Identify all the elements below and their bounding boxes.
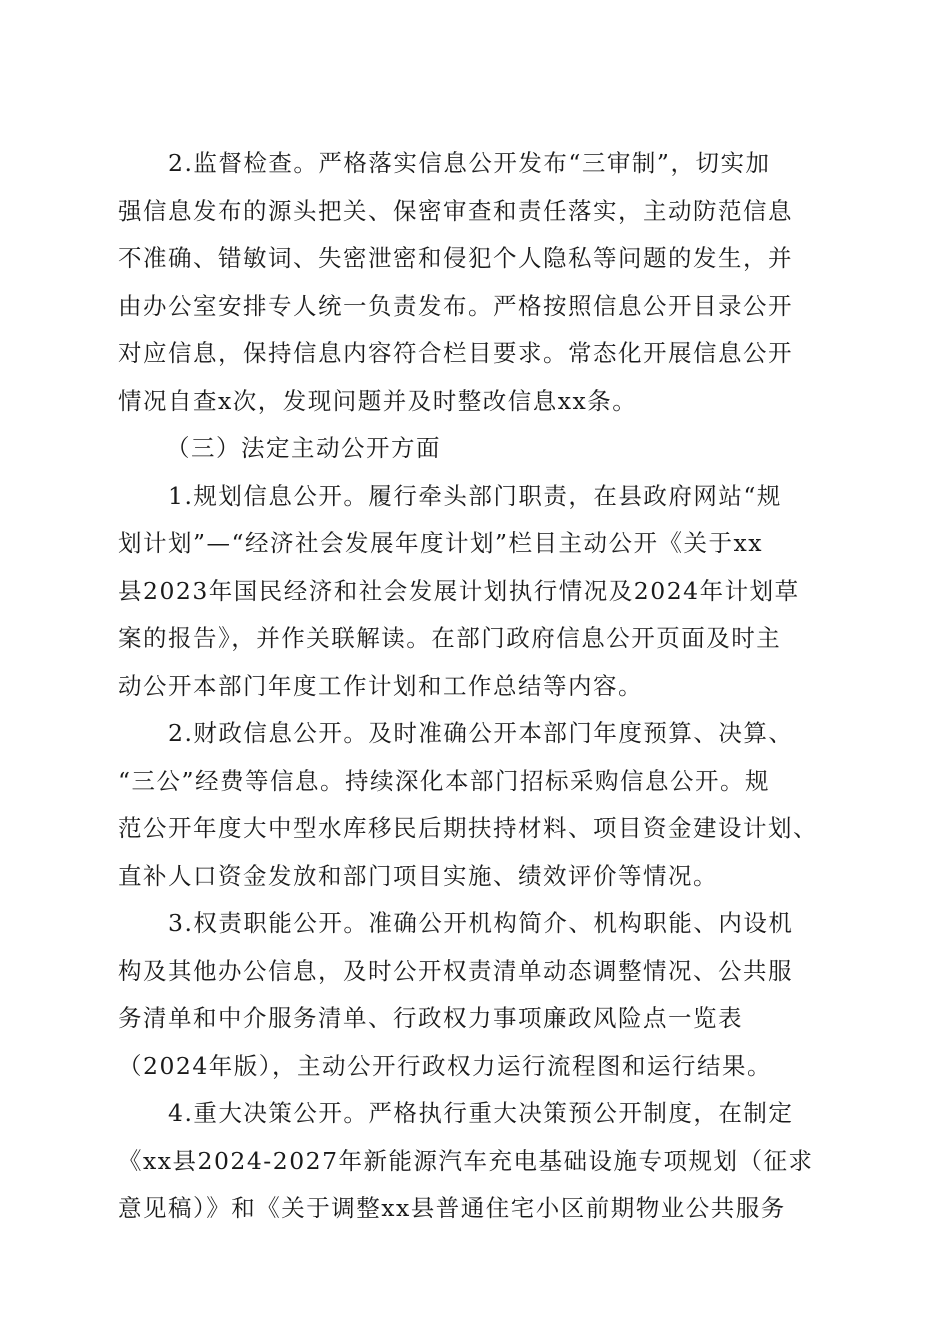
document-body xyxy=(118,140,830,1233)
paragraph-supervision-line-1: 2.监督检查。严格落实信息公开发布“三审制”，切实加 xyxy=(168,149,771,177)
paragraph-planning-line-1: 1.规划信息公开。履行牵头部门职责，在县政府网站“规 xyxy=(168,481,782,510)
section-heading: （三）法定主动公开方面 xyxy=(166,434,441,462)
paragraph-planning-line-4: 案的报告》，并作关联解读。在部门政府信息公开页面及时主 xyxy=(118,624,782,652)
paragraph-powers-line-4: （2024年版），主动公开行政权力运行流程图和运行结果。 xyxy=(118,1051,773,1080)
paragraph-finance-line-1: 2.财政信息公开。及时准确公开本部门年度预算、决算、 xyxy=(168,719,794,747)
paragraph-supervision-line-4: 由办公室安排专人统一负责发布。严格按照信息公开目录公开 xyxy=(118,291,793,320)
paragraph-supervision-line-5: 对应信息，保持信息内容符合栏目要求。常态化开展信息公开 xyxy=(118,339,793,367)
paragraph-finance-line-2: “三公”经费等信息。持续深化本部门招标采购信息公开。规 xyxy=(118,766,771,795)
paragraph-finance-line-3: 范公开年度大中型水库移民后期扶持材料、项目资金建设计划、 xyxy=(118,814,818,842)
paragraph-powers-line-3: 务清单和中介服务清单、行政权力事项廉政风险点一览表 xyxy=(118,1004,743,1032)
paragraph-decisions-line-2: 《xx县2024-2027年新能源汽车充电基础设施专项规划（征求 xyxy=(118,1146,814,1175)
paragraph-decisions-line-1: 4.重大决策公开。严格执行重大决策预公开制度，在制定 xyxy=(168,1099,794,1127)
paragraph-planning-line-2: 划计划”—“经济社会发展年度计划”栏目主动公开《关于xx xyxy=(118,529,764,557)
paragraph-planning-line-3: 县2023年国民经济和社会发展计划执行情况及2024年计划草 xyxy=(118,576,800,605)
paragraph-decisions-line-3: 意见稿）》和《关于调整xx县普通住宅小区前期物业公共服务 xyxy=(118,1194,786,1222)
paragraph-supervision-line-2: 强信息发布的源头把关、保密审查和责任落实，主动防范信息 xyxy=(118,196,793,225)
paragraph-supervision-line-3: 不准确、错敏词、失密泄密和侵犯个人隐私等问题的发生，并 xyxy=(118,244,793,272)
paragraph-planning-line-5: 动公开本部门年度工作计划和工作总结等内容。 xyxy=(118,671,643,700)
paragraph-powers-line-2: 构及其他办公信息，及时公开权责清单动态调整情况、公共服 xyxy=(118,956,793,985)
paragraph-finance-line-4: 直补人口资金发放和部门项目实施、绩效评价等情况。 xyxy=(118,861,718,890)
paragraph-supervision-line-6: 情况自查x次，发现问题并及时整改信息xx条。 xyxy=(118,386,638,415)
paragraph-powers-line-1: 3.权责职能公开。准确公开机构简介、机构职能、内设机 xyxy=(168,909,794,937)
